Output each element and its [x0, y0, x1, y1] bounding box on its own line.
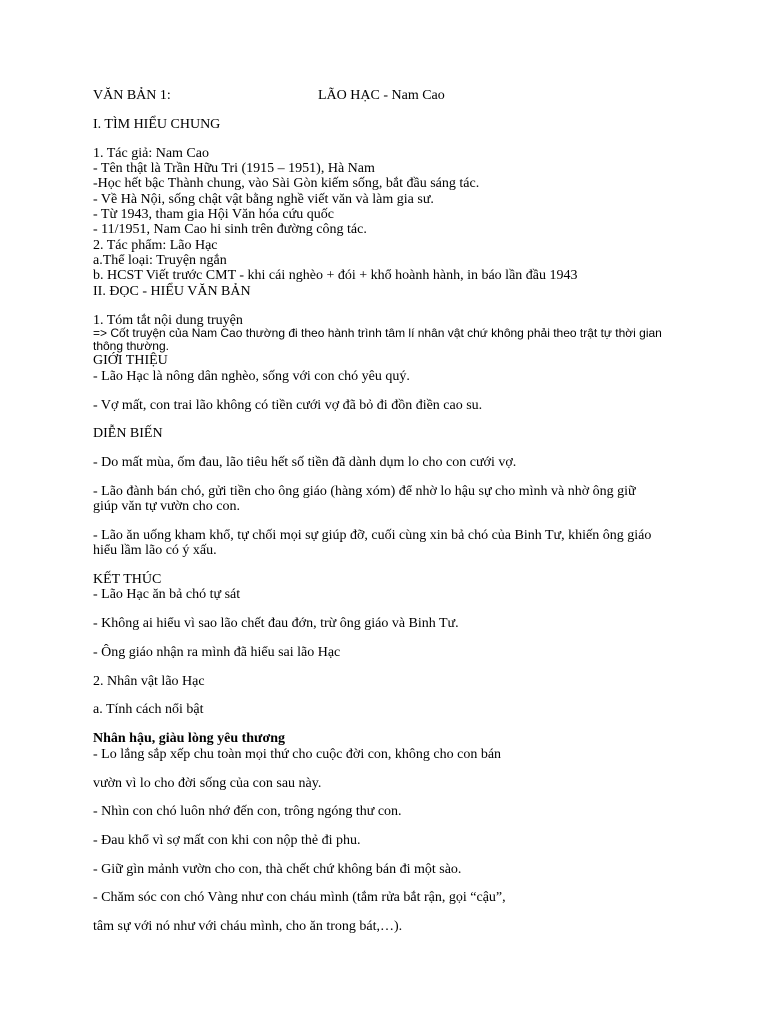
text-section-label: VĂN BẢN 1:: [93, 88, 171, 103]
development-line-3a: - Lão ăn uống kham khổ, tự chối mọi sự giúp đỡ, cuối cùng xin bả chó của Binh Tư, khiến ông giáo: [93, 528, 652, 543]
subheading-traits: a. Tính cách nổi bật: [93, 702, 204, 717]
trait-line-3: - Đau khổ vì sợ mất con khi con nộp thẻ đi phu.: [93, 833, 361, 848]
work-context: b. HCST Viết trước CMT - khi cái nghèo + đói + khổ hoành hành, in báo lần đầu 1943: [93, 268, 578, 283]
intro-line-1: - Lão Hạc là nông dân nghèo, sống với con chó yêu quý.: [93, 369, 410, 384]
work-title: LÃO HẠC - Nam Cao: [318, 88, 445, 103]
trait-line-1b: vườn vì lo cho đời sống của con sau này.: [93, 776, 322, 791]
document-title: [93, 88, 445, 103]
author-1951: - 11/1951, Nam Cao hi sinh trên đường công tác.: [93, 222, 367, 237]
author-real-name: - Tên thật là Trần Hữu Tri (1915 – 1951), Hà Nam: [93, 161, 375, 176]
heading-part-2: II. ĐỌC - HIỂU VĂN BẢN: [93, 284, 251, 299]
ending-line-1: - Lão Hạc ăn bả chó tự sát: [93, 587, 241, 602]
development-line-2a: - Lão đành bán chó, gửi tiền cho ông giáo (hàng xóm) để nhờ lo hậu sự cho mình và nhờ ông giữ: [93, 484, 636, 499]
development-line-3b: hiểu lầm lão có ý xấu.: [93, 543, 217, 558]
author-education: -Học hết bậc Thành chung, vào Sài Gòn kiếm sống, bắt đầu sáng tác.: [93, 176, 480, 191]
summary-note-line-2: thông thường.: [93, 339, 169, 353]
subheading-author: 1. Tác giả: Nam Cao: [93, 146, 209, 161]
label-ending: KẾT THÚC: [93, 572, 162, 587]
development-line-1: - Do mất mùa, ốm đau, lão tiêu hết số tiền đã dành dụm lo cho con cưới vợ.: [93, 455, 517, 470]
trait-line-5b: tâm sự với nó như với cháu mình, cho ăn trong bát,…).: [93, 919, 403, 934]
trait-heading: Nhân hậu, giàu lòng yêu thương: [93, 731, 285, 746]
heading-part-1: I. TÌM HIỂU CHUNG: [93, 117, 221, 132]
subheading-summary: 1. Tóm tắt nội dung truyện: [93, 313, 243, 328]
work-genre: a.Thể loại: Truyện ngắn: [93, 253, 227, 268]
summary-note-line-1: => Cốt truyện của Nam Cao thường đi theo hành trình tâm lí nhân vật chứ không phải theo trật tự thời gian: [93, 326, 662, 340]
author-1943: - Từ 1943, tham gia Hội Văn hóa cứu quốc: [93, 207, 334, 222]
label-development: DIỄN BIẾN: [93, 426, 163, 441]
ending-line-2: - Không ai hiểu vì sao lão chết đau đớn, trừ ông giáo và Binh Tư.: [93, 616, 459, 631]
trait-line-1a: - Lo lắng sắp xếp chu toàn mọi thứ cho cuộc đời con, không cho con bán: [93, 747, 502, 762]
trait-line-5a: - Chăm sóc con chó Vàng như con cháu mình (tắm rửa bắt rận, gọi “cậu”,: [93, 890, 506, 905]
trait-line-4: - Giữ gìn mảnh vườn cho con, thà chết chứ không bán đi một sào.: [93, 862, 462, 877]
label-introduction: GIỚI THIỆU: [93, 353, 168, 368]
ending-line-3: - Ông giáo nhận ra mình đã hiểu sai lão Hạc: [93, 645, 341, 660]
intro-line-2: - Vợ mất, con trai lão không có tiền cưới vợ đã bỏ đi đồn điền cao su.: [93, 398, 483, 413]
author-hanoi: - Về Hà Nội, sống chật vật bằng nghề viết văn và làm gia sư.: [93, 192, 434, 207]
subheading-work: 2. Tác phẩm: Lão Hạc: [93, 238, 218, 253]
trait-line-2: - Nhìn con chó luôn nhớ đến con, trông ngóng thư con.: [93, 804, 402, 819]
subheading-character: 2. Nhân vật lão Hạc: [93, 674, 205, 689]
development-line-2b: giúp văn tự vườn cho con.: [93, 499, 240, 514]
